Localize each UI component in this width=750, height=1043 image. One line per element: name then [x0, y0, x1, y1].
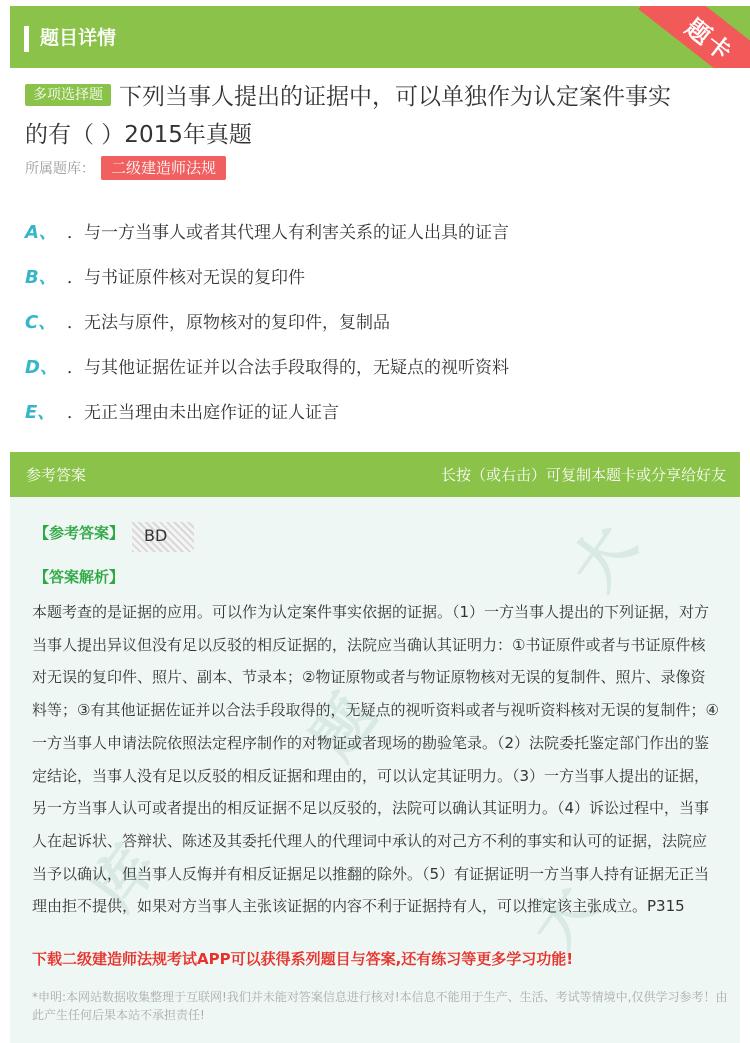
answer-header — [10, 452, 740, 497]
question-line-1 — [25, 78, 725, 116]
header-accent-bar — [24, 26, 29, 52]
option-e[interactable] — [25, 388, 725, 433]
option-letter: C、 — [25, 311, 57, 333]
corner-badge-label: 题卡 — [680, 12, 739, 68]
question-block — [25, 78, 725, 154]
question-text-2: 的有（ ）2015年真题 — [25, 122, 252, 148]
watermark: 题 — [298, 683, 390, 773]
option-c[interactable] — [25, 298, 725, 343]
option-letter: A、 — [25, 221, 57, 243]
disclaimer: *申明:本网站数据收集整理于互联网!我们并未能对答案信息进行核对!本信息不能用于生产、生活、考试等情境中,仅供学习参考！由此产生任何后果本站不承担责任! — [32, 990, 728, 1022]
bank-label: 所属题库： — [25, 161, 95, 177]
option-a[interactable] — [25, 208, 725, 253]
page-title: 题目详情 — [40, 27, 117, 49]
option-text: ．无正当理由未出庭作证的证人证言 — [67, 403, 339, 423]
header-bar — [10, 6, 750, 68]
options-list — [25, 208, 725, 433]
watermark: 大 — [518, 873, 610, 963]
app-promo-link[interactable]: 下载二级建造师法规考试APP可以获得系列题目与答案,还有练习等更多学习功能! — [32, 950, 574, 968]
watermark: 大 — [558, 513, 650, 603]
option-letter: B、 — [25, 266, 57, 288]
answer-panel[interactable] — [10, 452, 740, 1043]
option-text: ．与一方当事人或者其代理人有利害关系的证人出具的证言 — [67, 223, 509, 243]
question-type-badge: 多项选择题 — [25, 84, 111, 106]
share-hint: 长按（或右击）可复制本题卡或分享给好友 — [440, 466, 726, 484]
answer-header-title: 参考答案 — [26, 466, 87, 484]
analysis-text: 本题考查的是证据的应用。可以作为认定案件事实依据的证据。（1）一方当事人提出的下列证据，对方当事人提出异议但没有足以反驳的相反证据的，法院应当确认其证明力：①书证原件或者与书证原件核对无误的复印件、照片、副本、节录本；②物证原物或者与物证原物核对无误的复制件、照片、录像资料等；③有其他证据佐证并以合法手段取得的，无疑点的视听资料或者与视听资料核对无误的复制件；④一方当事人申请法院依照法定程序制作的对物证或者现场的勘验笔录。（2）法院委托鉴定部门作出的鉴定结论，当事人没有足以反驳的相反证据和理由的，可以认定其证明力。（3）一方当事人提出的证据，另一方当事人认可或者提出的相反证据不足以反驳的，法院可以确认其证明力。（4）诉讼过程中，当事人在起诉状、答辩状、陈述及其委托代理人的代理词中承认的对己方不利的事实和认可的证据，法院应当予以确认，但当事人反悔并有相反证据足以推翻的除外。（5）有证据证明一方当事人持有证据无正当理由拒不提供，如果对方当事人主张该证据的内容不利于证据持有人，可以推定该主张成立。P315 — [32, 603, 719, 916]
watermark: 库 — [78, 833, 170, 923]
analysis-label: 【答案解析】 — [34, 568, 125, 586]
corner-badge — [638, 6, 750, 68]
option-text: ．无法与原件，原物核对的复印件，复制品 — [67, 313, 390, 333]
option-b[interactable] — [25, 253, 725, 298]
answer-value: BD — [132, 522, 194, 552]
question-bank-row — [25, 156, 226, 180]
bank-tag[interactable]: 二级建造师法规 — [101, 156, 226, 180]
answer-label: 【参考答案】 — [34, 524, 125, 542]
option-letter: E、 — [25, 401, 56, 423]
question-text-1: 下列当事人提出的证据中，可以单独作为认定案件事实 — [119, 84, 671, 110]
option-text: ．与书证原件核对无误的复印件 — [67, 268, 305, 288]
option-text: ．与其他证据佐证并以合法手段取得的，无疑点的视听资料 — [67, 358, 509, 378]
option-d[interactable] — [25, 343, 725, 388]
option-letter: D、 — [25, 356, 58, 378]
